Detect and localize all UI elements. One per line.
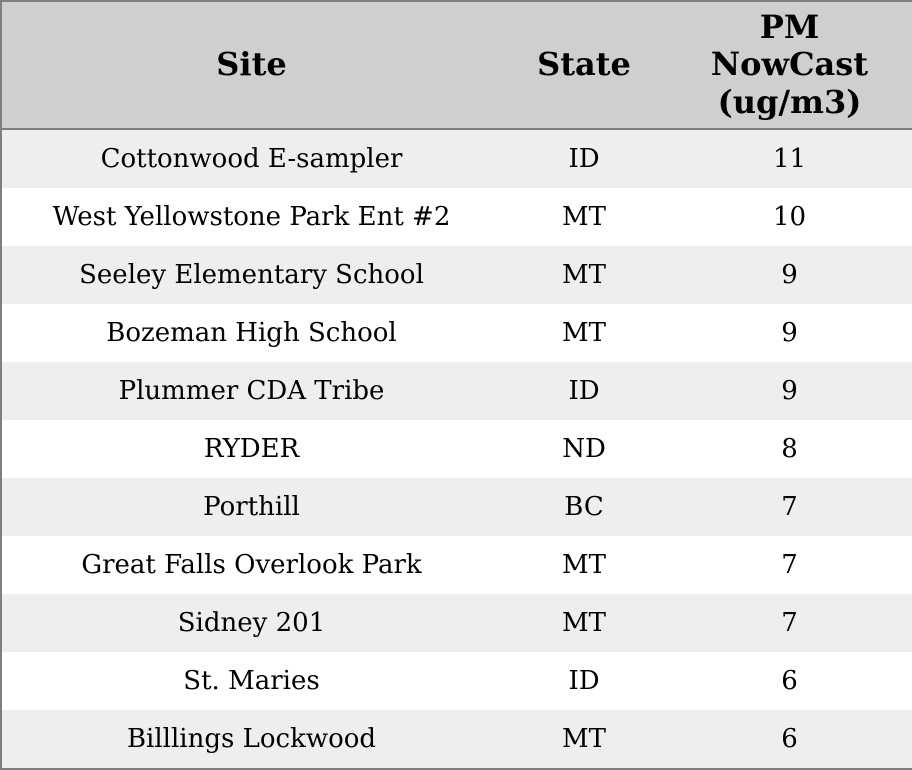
cell-site: Great Falls Overlook Park (81, 550, 422, 580)
table-row (1, 362, 912, 420)
cell-state: ID (568, 144, 600, 174)
cell-site: Cottonwood E-sampler (100, 144, 403, 174)
cell-site: RYDER (203, 434, 300, 464)
table-row (1, 594, 912, 652)
table-row (1, 536, 912, 594)
cell-site: Plummer CDA Tribe (118, 376, 385, 406)
cell-state: MT (562, 608, 606, 638)
cell-site: Seeley Elementary School (79, 260, 424, 290)
table-row (1, 129, 912, 188)
cell-state: MT (562, 318, 606, 348)
table-body (1, 129, 912, 769)
col-header-pm (667, 1, 912, 129)
cell-site: Porthill (203, 492, 300, 522)
cell-pm: 7 (781, 550, 798, 580)
cell-pm: 7 (781, 492, 798, 522)
cell-site: Sidney 201 (177, 608, 326, 638)
col-header-state-label: State (537, 45, 631, 84)
cell-pm: 9 (781, 318, 798, 348)
col-header-site (1, 1, 501, 129)
cell-pm: 6 (781, 724, 798, 754)
cell-pm: 8 (781, 434, 798, 464)
cell-pm: 6 (781, 666, 798, 696)
cell-state: ID (568, 376, 600, 406)
cell-state: ND (562, 434, 606, 464)
cell-site: Billlings Lockwood (126, 724, 377, 754)
cell-pm: 7 (781, 608, 798, 638)
cell-pm: 9 (781, 260, 798, 290)
table-row (1, 652, 912, 710)
cell-pm: 9 (781, 376, 798, 406)
table-row (1, 246, 912, 304)
table-row (1, 710, 912, 769)
cell-pm: 10 (772, 202, 807, 232)
cell-site: St. Maries (183, 666, 320, 696)
col-header-state (501, 1, 667, 129)
col-header-site-label: Site (216, 45, 287, 84)
cell-state: MT (562, 550, 606, 580)
col-header-pm-label: PM NowCast (ug/m3) (710, 8, 869, 121)
cell-state: MT (562, 202, 606, 232)
table-row (1, 478, 912, 536)
cell-site: West Yellowstone Park Ent #2 (52, 202, 451, 232)
cell-pm: 11 (772, 144, 807, 174)
cell-state: MT (562, 260, 606, 290)
table-row (1, 188, 912, 246)
table-row (1, 304, 912, 362)
header-row (1, 1, 912, 129)
cell-site: Bozeman High School (106, 318, 397, 348)
cell-state: BC (564, 492, 604, 522)
table-row (1, 420, 912, 478)
cell-state: MT (562, 724, 606, 754)
cell-state: ID (568, 666, 600, 696)
